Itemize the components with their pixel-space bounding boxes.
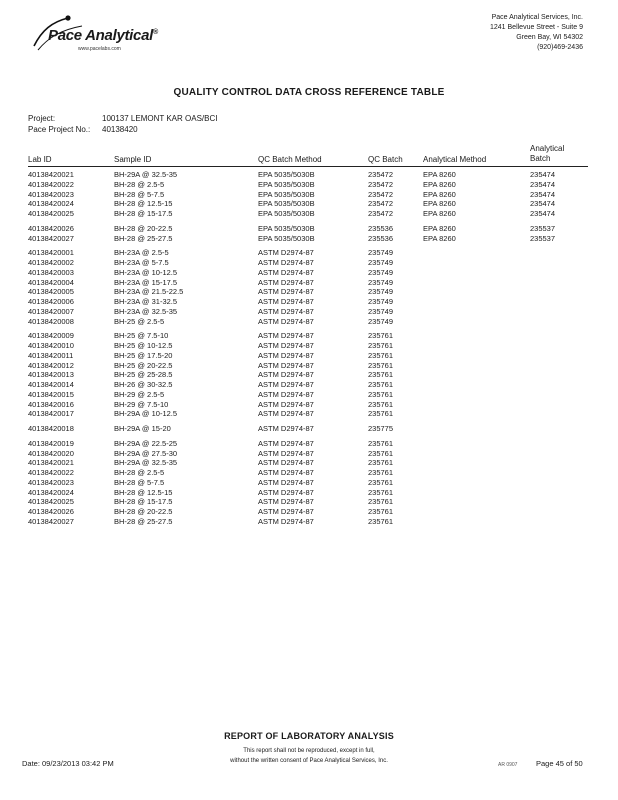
cell-qc-method: ASTM D2974-87 [258,487,314,497]
cell-lab-id: 40138420024 [28,487,74,497]
table-row [0,258,618,268]
cell-lab-id: 40138420011 [28,350,74,360]
cell-sample-id: BH-23A @ 32.5-35 [114,306,178,316]
table-row [0,199,618,209]
table-row [0,297,618,307]
cell-lab-id: 40138420015 [28,389,74,399]
cell-sample-id: BH-28 @ 25-27.5 [114,233,173,243]
cell-qc-method: ASTM D2974-87 [258,507,314,516]
table-row [0,317,618,327]
report-date: Date: 09/23/2013 03:42 PM [22,759,114,768]
table-row [0,209,618,219]
table-row [0,307,618,317]
cell-qc-batch: 235472 [368,199,394,209]
cell-sample-id: BH-25 @ 7.5-10 [114,331,169,341]
cell-qc-batch: 235749 [368,258,394,267]
col-analytical-method: Analytical Method [423,155,487,164]
cell-lab-id: 40138420027 [28,516,74,526]
cell-lab-id: 40138420023 [28,477,74,487]
cell-lab-id: 40138420007 [28,306,74,316]
cell-qc-batch: 235761 [368,497,394,507]
cell-sample-id: BH-28 @ 2.5-5 [114,179,165,189]
table-row [0,507,618,517]
cell-sample-id: BH-29 @ 7.5-10 [114,399,169,409]
col-analytical-batch: Analytical Batch [530,144,565,163]
cell-lab-id: 40138420024 [28,199,74,209]
cell-analytical-batch: 235474 [530,170,556,179]
page-number: Page 45 of 50 [536,759,583,768]
cell-lab-id: 40138420022 [28,468,74,477]
cell-qc-batch: 235749 [368,277,394,287]
cell-qc-batch: 235761 [368,341,394,350]
cell-analytical-method: EPA 8260 [423,199,456,209]
cell-sample-id: BH-25 @ 17.5-20 [114,350,173,360]
cell-lab-id: 40138420025 [28,497,74,507]
cell-qc-method: ASTM D2974-87 [258,409,314,419]
cell-sample-id: BH-23A @ 10-12.5 [114,267,178,277]
cell-qc-method: ASTM D2974-87 [258,297,314,306]
cell-sample-id: BH-29A @ 10-12.5 [114,409,178,419]
cell-analytical-method: EPA 8260 [423,233,456,243]
cell-sample-id: BH-28 @ 25-27.5 [114,516,173,526]
cell-lab-id: 40138420014 [28,380,74,389]
cell-lab-id: 40138420026 [28,223,74,233]
cell-lab-id: 40138420001 [28,248,74,258]
cell-sample-id: BH-25 @ 10-12.5 [114,341,173,350]
cell-lab-id: 40138420018 [28,424,74,433]
table-row [0,351,618,361]
cell-lab-id: 40138420008 [28,316,74,326]
lab-address: Pace Analytical Services, Inc. 1241 Bellevue Street - Suite 9 Green Bay, WI 54302 (920)469-2436 [489,14,583,51]
cell-qc-method: ASTM D2974-87 [258,287,314,297]
cell-sample-id: BH-28 @ 5-7.5 [114,477,165,487]
cell-lab-id: 40138420027 [28,233,74,243]
cell-qc-method: ASTM D2974-87 [258,438,314,448]
cell-qc-batch: 235749 [368,287,394,297]
report-title: REPORT OF LABORATORY ANALYSIS [224,731,394,741]
table-row [0,424,618,434]
table-row [0,170,618,180]
cell-lab-id: 40138420023 [28,189,74,199]
cell-analytical-batch: 235537 [530,223,556,233]
cell-lab-id: 40138420006 [28,297,74,306]
cell-qc-batch: 235761 [368,380,394,389]
cell-analytical-batch: 235537 [530,233,556,243]
cell-qc-batch: 235536 [368,233,394,243]
cell-lab-id: 40138420005 [28,287,74,297]
cell-qc-batch: 235761 [368,350,394,360]
cell-qc-method: ASTM D2974-87 [258,389,314,399]
cell-analytical-method: EPA 8260 [423,209,456,218]
cell-qc-method: ASTM D2974-87 [258,306,314,316]
logo-wordmark: Pace Analytical® [48,27,158,44]
cell-qc-method: EPA 5035/5030B [258,223,315,233]
cell-lab-id: 40138420026 [28,507,74,516]
col-qc-method: QC Batch Method [258,155,322,164]
table-row [0,287,618,297]
cell-qc-method: ASTM D2974-87 [258,370,314,380]
table-row [0,488,618,498]
cell-qc-batch: 235761 [368,438,394,448]
cell-qc-batch: 235761 [368,477,394,487]
cell-qc-method: ASTM D2974-87 [258,516,314,526]
cell-lab-id: 40138420022 [28,179,74,189]
table-row [0,234,618,244]
cell-qc-method: ASTM D2974-87 [258,448,314,458]
footer-note-2: without the written consent of Pace Analytical Services, Inc. [230,758,388,764]
cell-lab-id: 40138420013 [28,370,74,380]
cell-qc-method: ASTM D2974-87 [258,267,314,277]
footer-note-1: This report shall not be reproduced, except in full, [243,748,375,754]
cell-sample-id: BH-25 @ 20-22.5 [114,360,173,370]
table-row [0,409,618,419]
cell-qc-method: ASTM D2974-87 [258,477,314,487]
cell-qc-batch: 235761 [368,516,394,526]
reviewer-initials: AR 0907 [498,762,518,768]
table-row [0,400,618,410]
cell-qc-method: ASTM D2974-87 [258,468,314,477]
cell-lab-id: 40138420019 [28,438,74,448]
logo-url: www.pacelabs.com [78,46,121,52]
cell-qc-batch: 235749 [368,297,394,306]
cell-lab-id: 40138420002 [28,258,74,267]
table-row [0,180,618,190]
table-row [0,278,618,288]
table-row [0,390,618,400]
cell-qc-batch: 235761 [368,458,394,468]
table-row [0,268,618,278]
cell-sample-id: BH-25 @ 2.5-5 [114,316,165,326]
cell-qc-method: ASTM D2974-87 [258,316,314,326]
cell-lab-id: 40138420016 [28,399,74,409]
cell-lab-id: 40138420017 [28,409,74,419]
cell-qc-method: ASTM D2974-87 [258,360,314,370]
cell-lab-id: 40138420004 [28,277,74,287]
table-row [0,341,618,351]
cell-qc-batch: 235761 [368,409,394,419]
cell-sample-id: BH-23A @ 21.5-22.5 [114,287,184,297]
cell-lab-id: 40138420010 [28,341,74,350]
cell-sample-id: BH-29A @ 22.5-25 [114,438,178,448]
table-row [0,517,618,527]
table-row [0,331,618,341]
cell-lab-id: 40138420025 [28,209,74,218]
table-row [0,380,618,390]
cell-qc-method: ASTM D2974-87 [258,341,314,350]
table-row [0,370,618,380]
cell-qc-method: EPA 5035/5030B [258,179,315,189]
cell-sample-id: BH-29 @ 2.5-5 [114,389,165,399]
cell-qc-batch: 235761 [368,360,394,370]
cell-qc-method: EPA 5035/5030B [258,199,315,209]
cell-qc-batch: 235761 [368,448,394,458]
cell-sample-id: BH-28 @ 20-22.5 [114,223,173,233]
cell-qc-method: ASTM D2974-87 [258,380,314,389]
cell-sample-id: BH-28 @ 5-7.5 [114,189,165,199]
cell-sample-id: BH-29A @ 15-20 [114,424,171,433]
cell-analytical-batch: 235474 [530,199,556,209]
col-qc-batch: QC Batch [368,155,403,164]
table-row [0,224,618,234]
cell-sample-id: BH-29A @ 32.5-35 [114,170,178,179]
cell-qc-batch: 235761 [368,370,394,380]
cell-sample-id: BH-29A @ 27.5-30 [114,448,178,458]
cell-qc-method: ASTM D2974-87 [258,497,314,507]
cell-lab-id: 40138420020 [28,448,74,458]
table-row [0,190,618,200]
cell-sample-id: BH-28 @ 15-17.5 [114,497,173,507]
cell-qc-batch: 235536 [368,223,394,233]
pace-logo [30,12,180,56]
table-row [0,497,618,507]
cell-qc-method: EPA 5035/5030B [258,209,315,218]
table-row [0,458,618,468]
cell-qc-batch: 235749 [368,306,394,316]
cell-qc-batch: 235775 [368,424,394,433]
cell-qc-method: EPA 5035/5030B [258,233,315,243]
table-row [0,478,618,488]
cell-qc-method: ASTM D2974-87 [258,458,314,468]
col-sample-id: Sample ID [114,155,152,164]
table-row [0,449,618,459]
cell-qc-method: EPA 5035/5030B [258,189,315,199]
cell-qc-batch: 235749 [368,316,394,326]
cell-sample-id: BH-25 @ 25-28.5 [114,370,173,380]
cell-qc-method: ASTM D2974-87 [258,331,314,341]
cell-qc-method: ASTM D2974-87 [258,350,314,360]
cell-analytical-method: EPA 8260 [423,179,456,189]
cell-analytical-batch: 235474 [530,179,556,189]
cell-sample-id: BH-28 @ 2.5-5 [114,468,165,477]
table-row [0,468,618,478]
cell-sample-id: BH-28 @ 12.5-15 [114,487,173,497]
cell-qc-batch: 235472 [368,189,394,199]
cell-lab-id: 40138420003 [28,267,74,277]
cell-qc-method: EPA 5035/5030B [258,170,315,179]
table-row [0,248,618,258]
cell-qc-batch: 235749 [368,248,394,258]
cell-sample-id: BH-28 @ 20-22.5 [114,507,173,516]
cell-qc-batch: 235761 [368,487,394,497]
cell-lab-id: 40138420021 [28,458,74,468]
cell-qc-method: ASTM D2974-87 [258,277,314,287]
cell-lab-id: 40138420009 [28,331,74,341]
header-rule [28,166,588,167]
cell-qc-batch: 235472 [368,209,394,218]
cell-sample-id: BH-26 @ 30-32.5 [114,380,173,389]
cell-sample-id: BH-23A @ 5-7.5 [114,258,169,267]
cell-sample-id: BH-28 @ 15-17.5 [114,209,173,218]
cell-qc-batch: 235761 [368,331,394,341]
cell-analytical-method: EPA 8260 [423,223,456,233]
cell-qc-method: ASTM D2974-87 [258,258,314,267]
cell-lab-id: 40138420012 [28,360,74,370]
page-title: QUALITY CONTROL DATA CROSS REFERENCE TABLE [173,87,445,98]
cell-qc-batch: 235749 [368,267,394,277]
cell-qc-batch: 235761 [368,399,394,409]
cell-qc-method: ASTM D2974-87 [258,248,314,258]
cell-qc-batch: 235761 [368,507,394,516]
cell-qc-method: ASTM D2974-87 [258,399,314,409]
cell-analytical-method: EPA 8260 [423,170,456,179]
cell-qc-batch: 235761 [368,468,394,477]
cell-lab-id: 40138420021 [28,170,74,179]
table-row [0,439,618,449]
cell-sample-id: BH-23A @ 31-32.5 [114,297,178,306]
cell-analytical-method: EPA 8260 [423,189,456,199]
cell-sample-id: BH-23A @ 15-17.5 [114,277,178,287]
cell-qc-batch: 235472 [368,170,394,179]
cell-sample-id: BH-23A @ 2.5-5 [114,248,169,258]
cell-qc-batch: 235472 [368,179,394,189]
cell-qc-method: ASTM D2974-87 [258,424,314,433]
cell-analytical-batch: 235474 [530,209,556,218]
table-row [0,361,618,371]
cell-analytical-batch: 235474 [530,189,556,199]
cell-sample-id: BH-29A @ 32.5-35 [114,458,178,468]
cell-qc-batch: 235761 [368,389,394,399]
col-lab-id: Lab ID [28,155,52,164]
cell-sample-id: BH-28 @ 12.5-15 [114,199,173,209]
